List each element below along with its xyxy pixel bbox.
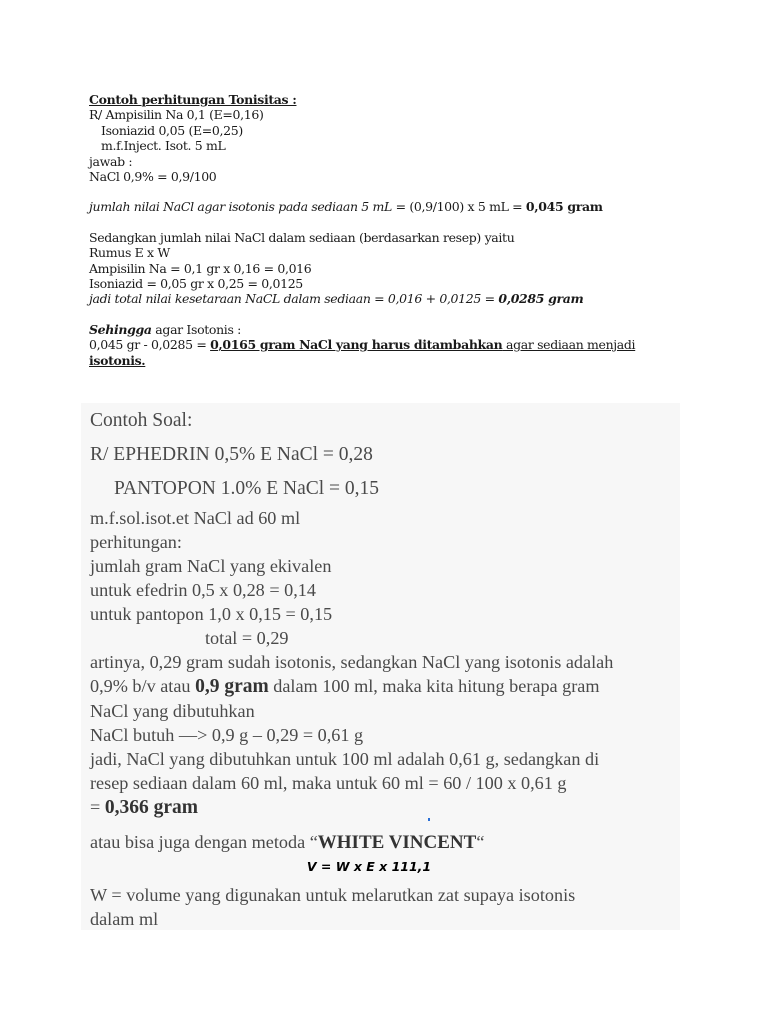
atau-pre: atau bisa juga dengan metoda “ [90,832,318,852]
butuh-line: NaCl butuh —> 0,9 g – 0,29 = 0,61 g [90,725,364,745]
contoh-soal-heading: Contoh Soal: [90,410,193,431]
jumlah-gram: jumlah gram NaCl yang ekivalen [90,556,332,576]
percent-line [90,674,676,699]
ampisilin-calc: Ampisilin Na = 0,1 gr x 0,16 = 0,016 [89,260,312,276]
jadi-total-italic: jadi total nilai kesetaraan NaCL dalam sediaan = 0,016 + 0,0125 = [89,291,499,307]
blue-dot-mark [428,818,430,821]
jumlah-italic: jumlah nilai NaCl agar isotonis pada sediaan 5 mL = [89,199,410,215]
pct-pre: 0,9% b/v atau [90,676,196,696]
efedrin-calc: untuk efedrin 0,5 x 0,28 = 0,14 [90,580,316,600]
recipe-pantopon: PANTOPON 1.0% E NaCl = 0,15 [114,478,380,499]
jumlah-calc: (0,9/100) x 5 mL = [409,199,526,215]
jawab: jawab : [89,153,133,169]
sedangkan-line: Sedangkan jumlah nilai NaCl dalam sediaan (berdasarkan resep) yaitu [89,229,515,245]
final-left: 0,045 gr - 0,0285 = [89,337,211,353]
pantopon-calc: untuk pantopon 1,0 x 0,15 = 0,15 [90,604,333,624]
recipe-line-3: m.f.Inject. Isot. 5 mL [101,138,226,154]
jumlah-line [89,199,679,214]
atau-line [90,830,676,855]
mf-line: m.f.sol.isot.et NaCl ad 60 ml [90,508,301,528]
pct-post: dalam 100 ml, maka kita hitung berapa gram [268,676,600,696]
jumlah-result: 0,045 gram [525,199,603,215]
final-bold: 0,0165 gram NaCl yang harus ditambahkan [210,337,503,353]
w-definition-1: W = volume yang digunakan untuk melarutkan zat supaya isotonis [90,885,576,905]
final-line [89,337,679,352]
dibutuhkan: NaCl yang dibutuhkan [90,701,255,721]
sehingga-line [89,322,679,337]
jadi-total-result: 0,0285 gram [498,291,584,307]
white-vincent: WHITE VINCENT [317,832,477,853]
resep-line: resep sediaan dalam 60 ml, maka untuk 60 ml = 60 / 100 x 0,61 g [90,773,567,793]
eq-bold: 0,366 gram [104,797,198,818]
heading: Contoh perhitungan Tonisitas : [89,92,297,107]
jadi-line: jadi, NaCl yang dibutuhkan untuk 100 ml adalah 0,61 g, sedangkan di [90,749,600,769]
sehingga-bold: Sehingga [89,321,152,337]
atau-post: “ [476,832,485,852]
w-definition-2: dalam ml [90,909,159,929]
artinya: artinya, 0,29 gram sudah isotonis, sedangkan NaCl yang isotonis adalah [90,652,614,672]
recipe-line-1: R/ Ampisilin Na 0,1 (E=0,16) [89,107,264,123]
tonisitas-example [89,92,679,368]
recipe-ephedrin: R/ EPHEDRIN 0,5% E NaCl = 0,28 [90,444,373,465]
rumus-line: Rumus E x W [89,245,170,261]
final-line-2: isotonis. [89,352,146,368]
contoh-soal-content [90,404,676,931]
white-vincent-formula: V = W x E x 111,1 [306,859,432,874]
result-line [90,795,676,820]
final-rest: agar sediaan menjadi [502,337,636,353]
pct-bold: 0,9 gram [195,676,269,697]
recipe-line-2: Isoniazid 0,05 (E=0,25) [101,122,243,138]
eq-pre: = [90,797,105,817]
sehingga-rest: agar Isotonis : [151,321,241,337]
perhitungan: perhitungan: [90,532,182,552]
nacl-percent: NaCl 0,9% = 0,9/100 [89,169,217,185]
isoniazid-calc: Isoniazid = 0,05 gr x 0,25 = 0,0125 [89,276,303,292]
jadi-total-line [89,291,679,306]
total: total = 0,29 [205,628,289,648]
